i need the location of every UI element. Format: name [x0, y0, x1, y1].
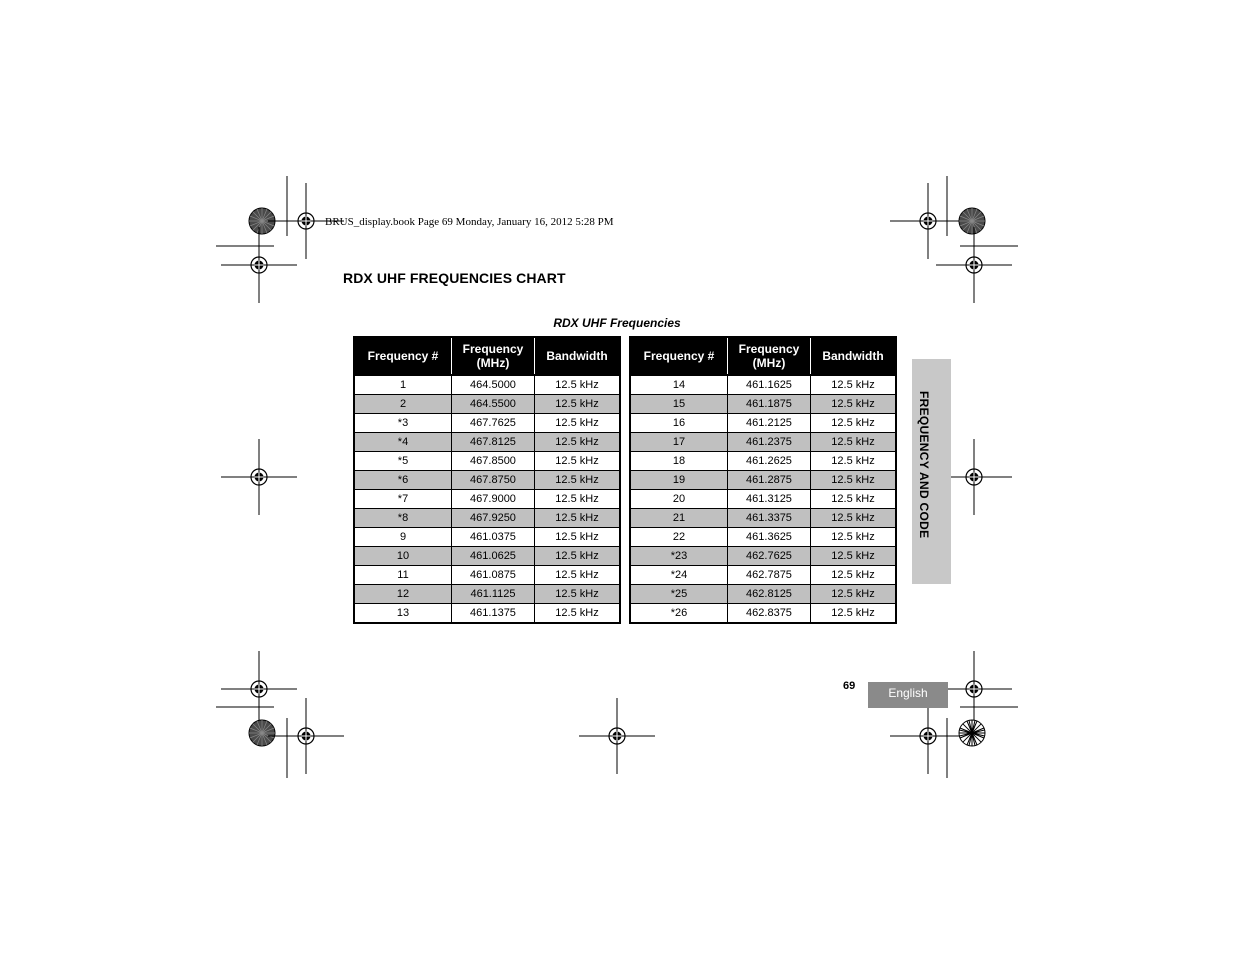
header-frequency-mhz	[728, 337, 811, 375]
cell-bandwidth: 12.5 kHz	[811, 547, 897, 566]
table-row	[630, 566, 896, 585]
cell-bandwidth: 12.5 kHz	[811, 471, 897, 490]
cell-bandwidth: 12.5 kHz	[811, 452, 897, 471]
cell-frequency-number: 19	[630, 471, 728, 490]
cell-frequency-number: 22	[630, 528, 728, 547]
cell-bandwidth: 12.5 kHz	[535, 414, 621, 433]
cell-bandwidth: 12.5 kHz	[535, 375, 621, 395]
header-frequency-line2: (MHz)	[476, 356, 510, 370]
cell-frequency-number: *25	[630, 585, 728, 604]
cell-frequency-mhz: 461.1375	[452, 604, 535, 624]
cell-frequency-mhz: 461.2625	[728, 452, 811, 471]
cell-frequency-mhz: 467.9000	[452, 490, 535, 509]
cell-frequency-number: 2	[354, 395, 452, 414]
cell-frequency-mhz: 461.2375	[728, 433, 811, 452]
frequency-table-left	[353, 336, 621, 624]
cell-frequency-number: 10	[354, 547, 452, 566]
cell-frequency-number: 11	[354, 566, 452, 585]
cell-bandwidth: 12.5 kHz	[535, 604, 621, 624]
table-header-row	[354, 337, 620, 375]
cell-frequency-mhz: 461.1125	[452, 585, 535, 604]
cell-frequency-mhz: 461.0625	[452, 547, 535, 566]
cell-frequency-mhz: 462.7625	[728, 547, 811, 566]
header-frequency-number: Frequency #	[630, 337, 728, 375]
file-info-header: BRUS_display.book Page 69 Monday, January 16, 2012 5:28 PM	[325, 216, 614, 228]
table-row	[354, 604, 620, 624]
table-row	[630, 433, 896, 452]
table-row	[630, 509, 896, 528]
cell-frequency-mhz: 462.7875	[728, 566, 811, 585]
language-tab: English	[868, 682, 948, 708]
header-frequency-line2: (MHz)	[752, 356, 786, 370]
page-number: 69	[843, 680, 856, 692]
table-row	[630, 547, 896, 566]
cell-bandwidth: 12.5 kHz	[811, 490, 897, 509]
cell-bandwidth: 12.5 kHz	[535, 566, 621, 585]
table-row	[354, 509, 620, 528]
cell-frequency-mhz: 467.8750	[452, 471, 535, 490]
cell-bandwidth: 12.5 kHz	[811, 528, 897, 547]
cell-frequency-mhz: 461.0875	[452, 566, 535, 585]
cell-bandwidth: 12.5 kHz	[535, 528, 621, 547]
table-row	[630, 471, 896, 490]
cell-frequency-number: *24	[630, 566, 728, 585]
table-row	[354, 395, 620, 414]
cell-bandwidth: 12.5 kHz	[811, 566, 897, 585]
cell-frequency-number: 21	[630, 509, 728, 528]
cell-frequency-mhz: 461.0375	[452, 528, 535, 547]
cell-bandwidth: 12.5 kHz	[535, 490, 621, 509]
cell-bandwidth: 12.5 kHz	[535, 509, 621, 528]
cell-frequency-mhz: 462.8125	[728, 585, 811, 604]
cell-frequency-mhz: 462.8375	[728, 604, 811, 624]
table-row	[354, 433, 620, 452]
cell-bandwidth: 12.5 kHz	[535, 452, 621, 471]
table-row	[354, 528, 620, 547]
table-row	[630, 490, 896, 509]
table-row	[354, 490, 620, 509]
cell-bandwidth: 12.5 kHz	[811, 414, 897, 433]
cell-bandwidth: 12.5 kHz	[535, 433, 621, 452]
table-row	[630, 375, 896, 395]
cell-bandwidth: 12.5 kHz	[535, 585, 621, 604]
cell-frequency-number: *7	[354, 490, 452, 509]
header-bandwidth: Bandwidth	[535, 337, 621, 375]
table-row	[630, 528, 896, 547]
cell-frequency-number: *5	[354, 452, 452, 471]
cell-bandwidth: 12.5 kHz	[811, 585, 897, 604]
cell-frequency-number: *3	[354, 414, 452, 433]
side-section-tab	[912, 359, 951, 584]
table-row	[630, 604, 896, 624]
cell-frequency-number: 14	[630, 375, 728, 395]
table-row	[630, 395, 896, 414]
cell-frequency-number: 12	[354, 585, 452, 604]
cell-frequency-number: 17	[630, 433, 728, 452]
cell-frequency-mhz: 467.9250	[452, 509, 535, 528]
cell-frequency-number: *4	[354, 433, 452, 452]
cell-frequency-mhz: 464.5500	[452, 395, 535, 414]
cell-frequency-mhz: 461.2875	[728, 471, 811, 490]
cell-frequency-mhz: 464.5000	[452, 375, 535, 395]
table-row	[354, 375, 620, 395]
cell-frequency-mhz: 467.7625	[452, 414, 535, 433]
cell-frequency-number: 16	[630, 414, 728, 433]
table-row	[630, 414, 896, 433]
cell-frequency-number: *26	[630, 604, 728, 624]
header-frequency-line1: Frequency	[738, 342, 800, 356]
side-tab-label: FREQUENCY AND CODE	[917, 391, 931, 539]
cell-frequency-mhz: 467.8125	[452, 433, 535, 452]
cell-frequency-mhz: 461.3625	[728, 528, 811, 547]
cell-bandwidth: 12.5 kHz	[811, 509, 897, 528]
table-row	[630, 585, 896, 604]
table-row	[354, 471, 620, 490]
header-frequency-line1: Frequency	[462, 342, 524, 356]
frequency-table-right	[629, 336, 897, 624]
cell-frequency-number: 1	[354, 375, 452, 395]
cell-frequency-mhz: 467.8500	[452, 452, 535, 471]
table-row	[354, 566, 620, 585]
table-caption: RDX UHF Frequencies	[553, 316, 681, 330]
cell-frequency-number: *6	[354, 471, 452, 490]
cell-frequency-mhz: 461.1875	[728, 395, 811, 414]
table-row	[354, 414, 620, 433]
table-row	[354, 547, 620, 566]
section-title: RDX UHF FREQUENCIES CHART	[343, 270, 566, 286]
cell-bandwidth: 12.5 kHz	[535, 471, 621, 490]
cell-frequency-mhz: 461.1625	[728, 375, 811, 395]
table-body	[354, 375, 620, 623]
cell-frequency-mhz: 461.3125	[728, 490, 811, 509]
cell-frequency-number: *8	[354, 509, 452, 528]
table-row	[354, 452, 620, 471]
cell-frequency-mhz: 461.2125	[728, 414, 811, 433]
cell-bandwidth: 12.5 kHz	[535, 547, 621, 566]
cell-bandwidth: 12.5 kHz	[811, 604, 897, 624]
cell-frequency-number: 9	[354, 528, 452, 547]
cell-bandwidth: 12.5 kHz	[811, 395, 897, 414]
table-row	[354, 585, 620, 604]
cell-bandwidth: 12.5 kHz	[535, 395, 621, 414]
header-frequency-mhz	[452, 337, 535, 375]
cell-bandwidth: 12.5 kHz	[811, 375, 897, 395]
header-frequency-number: Frequency #	[354, 337, 452, 375]
table-row	[630, 452, 896, 471]
cell-frequency-number: 13	[354, 604, 452, 624]
table-body	[630, 375, 896, 623]
cell-frequency-number: 18	[630, 452, 728, 471]
cell-frequency-number: 20	[630, 490, 728, 509]
cell-frequency-mhz: 461.3375	[728, 509, 811, 528]
cell-frequency-number: *23	[630, 547, 728, 566]
cell-bandwidth: 12.5 kHz	[811, 433, 897, 452]
table-header-row	[630, 337, 896, 375]
header-bandwidth: Bandwidth	[811, 337, 897, 375]
cell-frequency-number: 15	[630, 395, 728, 414]
